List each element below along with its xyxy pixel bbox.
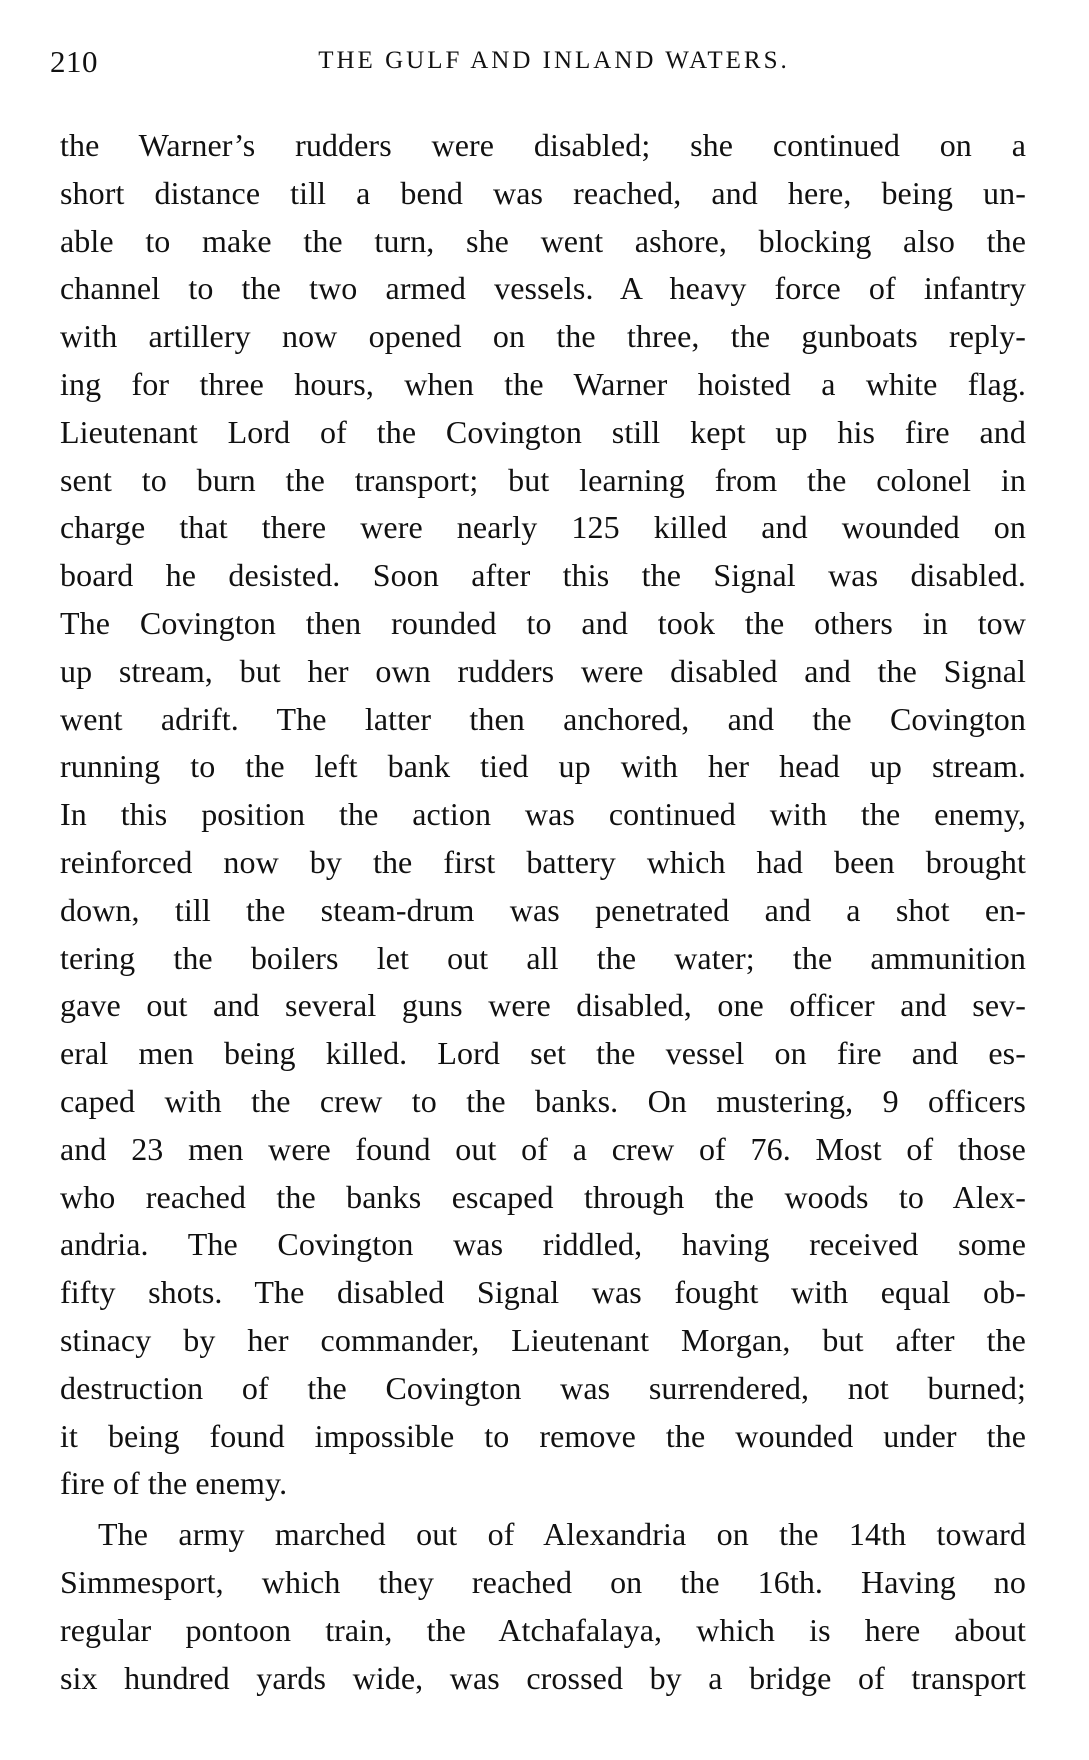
text-line: Lieutenant Lord of the Covington still kept up his fire and <box>60 413 1026 450</box>
text-line: fifty shots. The disabled Signal was fought with equal ob- <box>60 1274 1026 1311</box>
text-line: went adrift. The latter then anchored, and the Covington <box>60 700 1026 737</box>
text-line: six hundred yards wide, was crossed by a bridge of transport <box>60 1659 1026 1696</box>
text-line: able to make the turn, she went ashore, blocking also the <box>60 222 1026 259</box>
text-line: channel to the two armed vessels. A heavy force of infantry <box>60 270 1026 307</box>
text-line: The Covington then rounded to and took the others in tow <box>60 604 1026 641</box>
paragraph <box>60 1511 1026 1702</box>
text-line: fire of the enemy. <box>60 1465 288 1502</box>
running-head: THE GULF AND INLAND WATERS. <box>318 47 790 74</box>
text-line: who reached the banks escaped through the woods to Alex- <box>60 1178 1026 1215</box>
text-line: and 23 men were found out of a crew of 76. Most of those <box>60 1130 1026 1167</box>
text-line: In this position the action was continued with the enemy, <box>60 796 1026 833</box>
text-line: board he desisted. Soon after this the Signal was disabled. <box>60 557 1026 594</box>
text-line: short distance till a bend was reached, and here, being un- <box>60 174 1026 211</box>
paragraph <box>60 122 1026 1508</box>
text-line: with artillery now opened on the three, the gunboats reply- <box>60 318 1026 355</box>
text-line: down, till the steam-drum was penetrated and a shot en- <box>60 891 1026 928</box>
text-line: andria. The Covington was riddled, having received some <box>60 1226 1026 1263</box>
text-line: The army marched out of Alexandria on the 14th toward <box>98 1516 1026 1553</box>
text-line: gave out and several guns were disabled, one officer and sev- <box>60 987 1026 1024</box>
text-line: charge that there were nearly 125 killed and wounded on <box>60 509 1026 546</box>
text-line: reinforced now by the first battery which had been brought <box>60 843 1026 880</box>
text-line: ing for three hours, when the Warner hoisted a white flag. <box>60 365 1026 402</box>
text-line: it being found impossible to remove the wounded under the <box>60 1417 1026 1454</box>
text-line: Simmesport, which they reached on the 16th. Having no <box>60 1563 1026 1600</box>
body-text <box>60 122 1026 1702</box>
text-line: running to the left bank tied up with her head up stream. <box>60 748 1026 785</box>
text-line: stinacy by her commander, Lieutenant Morgan, but after the <box>60 1321 1026 1358</box>
text-line: regular pontoon train, the Atchafalaya, which is here about <box>60 1611 1026 1648</box>
text-line: the Warner’s rudders were disabled; she continued on a <box>60 127 1026 163</box>
text-line: eral men being killed. Lord set the vessel on fire and es- <box>60 1035 1026 1072</box>
text-line: tering the boilers let out all the water; the ammunition <box>60 939 1026 976</box>
page-header <box>50 44 1028 84</box>
page-number: 210 <box>50 44 98 79</box>
text-line: up stream, but her own rudders were disabled and the Signal <box>60 652 1026 689</box>
text-line: destruction of the Covington was surrendered, not burned; <box>60 1369 1026 1406</box>
text-line: caped with the crew to the banks. On mustering, 9 officers <box>60 1082 1026 1119</box>
text-line: sent to burn the transport; but learning from the colonel in <box>60 461 1026 498</box>
